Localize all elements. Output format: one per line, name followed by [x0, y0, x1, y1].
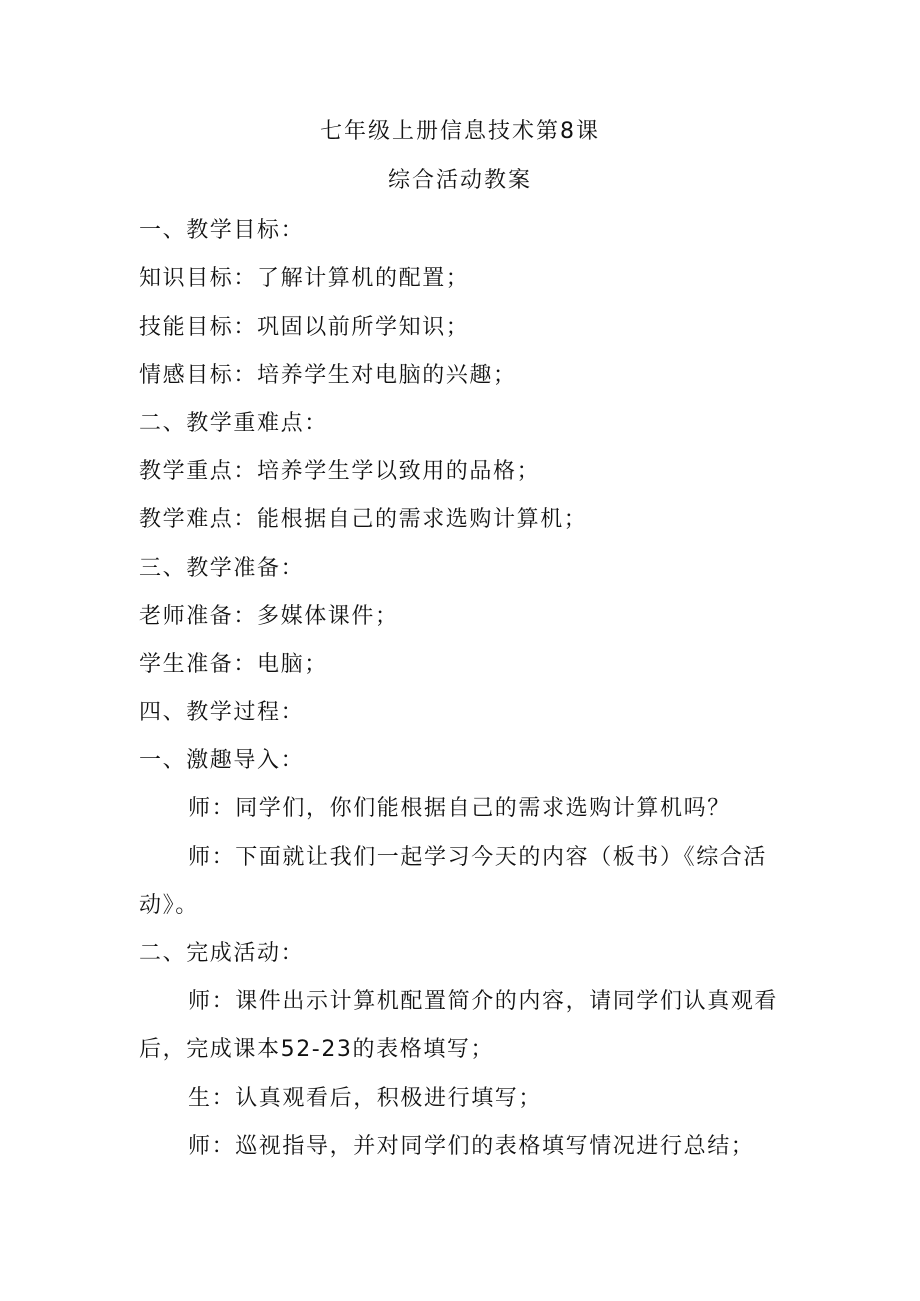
paragraph-emotion-objective: 情感目标：培养学生对电脑的兴趣； [139, 363, 517, 388]
paragraph-student-response: 生：认真观看后，积极进行填写； [188, 1086, 543, 1111]
document-subtitle: 综合活动教案 [387, 168, 532, 193]
document-title: 七年级上册信息技术第8课 [320, 119, 600, 144]
section-heading-key-points: 二、教学重难点： [139, 411, 328, 436]
section-heading-preparation: 三、教学准备： [139, 556, 305, 581]
paragraph-teacher-courseware-continued: 后，完成课本52-23的表格填写； [139, 1037, 495, 1062]
paragraph-skill-objective: 技能目标：巩固以前所学知识； [139, 315, 470, 340]
subsection-heading-activity: 二、完成活动： [139, 941, 305, 966]
paragraph-teacher-summary: 师：巡视指导，并对同学们的表格填写情况进行总结； [188, 1134, 755, 1159]
paragraph-teacher-question: 师：同学们，你们能根据自己的需求选购计算机吗？ [188, 796, 731, 821]
paragraph-difficult-point: 教学难点：能根据自己的需求选购计算机； [139, 507, 588, 532]
paragraph-teacher-courseware: 师：课件出示计算机配置简介的内容，请同学们认真观看 [188, 989, 779, 1014]
paragraph-key-point: 教学重点：培养学生学以致用的品格； [139, 459, 541, 484]
paragraph-teacher-intro-continued: 动》。 [139, 893, 199, 918]
section-heading-process: 四、教学过程： [139, 700, 305, 725]
paragraph-knowledge-objective: 知识目标：了解计算机的配置； [139, 266, 470, 291]
section-heading-objectives: 一、教学目标： [139, 218, 305, 243]
subsection-heading-introduction: 一、激趣导入： [139, 748, 305, 773]
paragraph-teacher-intro: 师：下面就让我们一起学习今天的内容（板书）《综合活 [188, 845, 768, 870]
paragraph-student-preparation: 学生准备：电脑； [139, 652, 328, 677]
paragraph-teacher-preparation: 老师准备：多媒体课件； [139, 604, 399, 629]
